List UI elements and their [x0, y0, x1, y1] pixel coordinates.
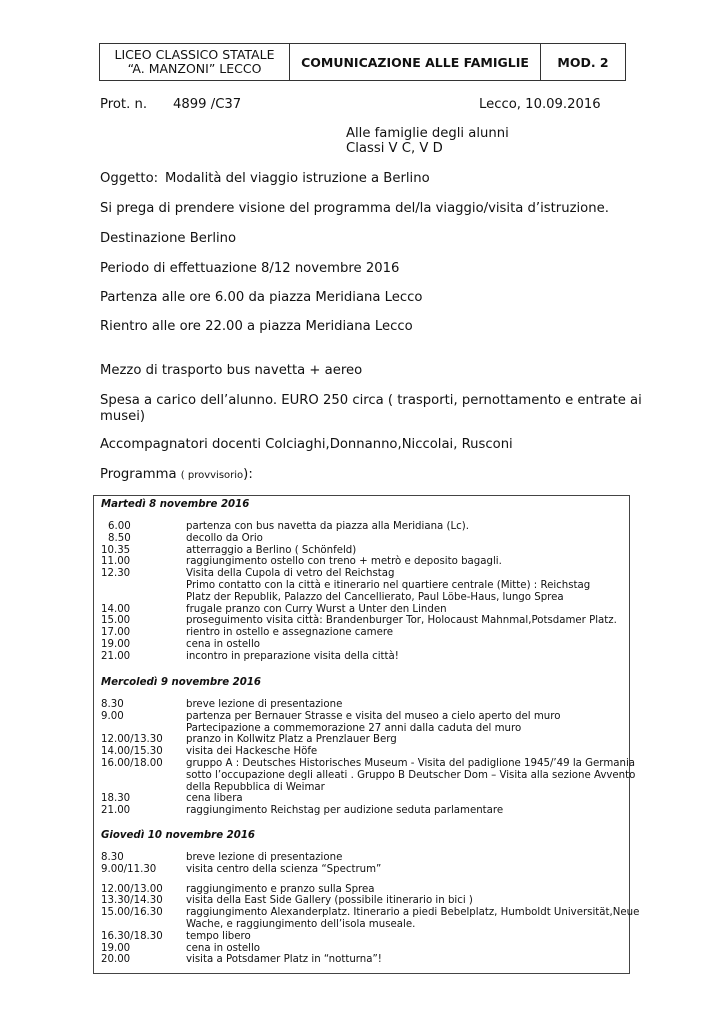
recipient-line1: Alle famiglie degli alunni: [346, 126, 509, 141]
program-note: ( provvisorio: [180, 470, 244, 481]
schedule-time: 16.30/18.30: [101, 930, 163, 942]
place-date: Lecco, 10.09.2016: [479, 97, 601, 112]
schedule-activity: breve lezione di presentazione: [186, 699, 343, 710]
cost-line1: Spesa a carico dell’alunno. EURO 250 circa ( trasporti, pernottamento e entrate ai: [100, 393, 642, 408]
schedule-activity: breve lezione di presentazione: [186, 852, 343, 863]
schedule-activity: decollo da Orio: [186, 532, 263, 544]
recipient-line2: Classi V C, V D: [346, 141, 443, 156]
schedule-activity: visita centro della scienza “Spectrum”: [186, 863, 382, 875]
program-heading: [100, 467, 253, 484]
schedule-activity: raggiungimento e pranzo sulla Sprea: [186, 883, 375, 895]
day-heading: Mercoledì 9 novembre 2016: [101, 677, 262, 688]
schedule-time: 12.00/13.00: [101, 883, 163, 895]
prot-label: Prot. n.: [100, 97, 148, 112]
module-number: MOD. 2: [557, 55, 609, 70]
schedule-activity: raggiungimento Reichstag per audizione seduta parlamentare: [186, 805, 504, 817]
schedule-time: 8.50: [108, 532, 131, 544]
schedule-activity: raggiungimento Alexanderplatz. Itinerario a piedi Bebelplatz, Humboldt Universität,Neue: [186, 907, 640, 919]
day-heading: Martedì 8 novembre 2016: [101, 499, 250, 510]
schedule-time: 6.00: [108, 521, 131, 532]
schedule-time: 21.00: [101, 805, 131, 817]
prot-number: 4899 /C37: [173, 97, 242, 112]
schedule-time: 20.00: [101, 954, 131, 966]
schedule-time: 14.00/15.30: [101, 746, 163, 758]
schedule-activity: Platz der Republik, Palazzo del Cancellierato, Paul Löbe-Haus, lungo Sprea: [186, 591, 564, 603]
program-table: [93, 495, 640, 974]
transport: Mezzo di trasporto bus navetta + aereo: [100, 363, 363, 378]
school-name: [100, 44, 290, 80]
return: Rientro alle ore 22.00 a piazza Meridiana Lecco: [100, 319, 413, 334]
schedule-time: 8.30: [101, 699, 124, 710]
schedule-activity: atterraggio a Berlino ( Schönfeld): [186, 544, 357, 556]
schedule-activity: frugale pranzo con Curry Wurst a Unter den Linden: [186, 603, 447, 615]
schedule-activity: pranzo in Kollwitz Platz a Prenzlauer Berg: [186, 734, 397, 746]
schedule-time: 16.00/18.00: [101, 758, 163, 769]
schedule-activity: rientro in ostello e assegnazione camere: [186, 627, 394, 639]
schedule-activity: cena in ostello: [186, 942, 261, 954]
intro-text: Si prega di prendere visione del programma del/la viaggio/visita d’istruzione.: [100, 201, 609, 216]
schedule-activity: gruppo A : Deutsches Historisches Museum - Visita del padiglione 1945/’49 la Germania: [186, 758, 636, 769]
schedule-time: 19.00: [101, 942, 131, 954]
schedule-time: 17.00: [101, 627, 131, 639]
schedule-activity: sotto l’occupazione degli alleati . Gruppo B Deutscher Dom – Visita alla sezione Avvento: [186, 769, 636, 781]
schedule-activity: Partecipazione a commemorazione 27 anni dalla caduta del muro: [186, 722, 522, 734]
school-name-line2: “A. MANZONI” LECCO: [127, 61, 262, 76]
schedule-time: 12.00/13.30: [101, 734, 163, 746]
schedule-time: 15.00/16.30: [101, 907, 163, 919]
schedule-activity: visita dei Hackesche Höfe: [186, 746, 318, 758]
destination: Destinazione Berlino: [100, 231, 237, 246]
schedule-activity: visita della East Side Gallery (possibile itinerario in bici ): [186, 895, 473, 907]
schedule-time: 18.30: [101, 793, 131, 805]
schedule-activity: raggiungimento ostello con treno + metrò e deposito bagagli.: [186, 556, 502, 568]
schedule-activity: tempo libero: [186, 930, 251, 942]
schedule-time: 19.00: [101, 639, 131, 650]
schedule-time: 14.00: [101, 603, 131, 615]
schedule-time: 8.30: [101, 852, 124, 863]
schedule-time: 21.00: [101, 650, 131, 662]
document-title: COMUNICAZIONE ALLE FAMIGLIE: [290, 44, 541, 80]
schedule-time: 9.00: [101, 710, 124, 722]
period: Periodo di effettuazione 8/12 novembre 2016: [100, 261, 400, 276]
program-label: Programma: [100, 467, 177, 482]
schedule-activity: cena in ostello: [186, 639, 261, 650]
oggetto-text: Modalità del viaggio istruzione a Berlino: [165, 171, 430, 186]
schedule-activity: incontro in preparazione visita della città!: [186, 650, 399, 662]
schedule-activity: Primo contatto con la città e itinerario nel quartiere centrale (Mitte) : Reichstag: [186, 580, 591, 591]
school-name-line1: LICEO CLASSICO STATALE: [114, 47, 275, 62]
program-heading-end: ):: [243, 467, 253, 482]
oggetto-label: Oggetto:: [100, 171, 159, 186]
schedule-time: 12.30: [101, 568, 131, 580]
schedule-activity: cena libera: [186, 793, 243, 805]
schedule-time: 10.35: [101, 544, 131, 556]
schedule-activity: Wache, e raggiungimento dell’isola museale.: [186, 919, 416, 930]
schedule-time: 13.30/14.30: [101, 895, 163, 907]
schedule-activity: partenza per Bernauer Strasse e visita del museo a cielo aperto del muro: [186, 710, 561, 722]
schedule-activity: proseguimento visita città: Brandenburger Tor, Holocaust Mahnmal,Potsdamer Platz.: [186, 615, 617, 627]
schedule-time: 11.00: [101, 556, 131, 568]
schedule-time: 9.00/11.30: [101, 863, 157, 875]
document-header: [99, 43, 626, 81]
schedule-activity: partenza con bus navetta da piazza alla Meridiana (Lc).: [186, 521, 469, 532]
schedule-time: 15.00: [101, 615, 131, 627]
cost-line2: musei): [100, 409, 145, 424]
day-heading: Giovedì 10 novembre 2016: [101, 830, 256, 841]
departure: Partenza alle ore 6.00 da piazza Meridiana Lecco: [100, 290, 423, 305]
schedule-activity: visita a Potsdamer Platz in “notturna”!: [186, 954, 382, 966]
schedule-activity: della Repubblica di Weimar: [186, 781, 325, 793]
schedule-activity: Visita della Cupola di vetro del Reichstag: [186, 568, 395, 580]
chaperones: Accompagnatori docenti Colciaghi,Donnanno,Niccolai, Rusconi: [100, 437, 513, 452]
